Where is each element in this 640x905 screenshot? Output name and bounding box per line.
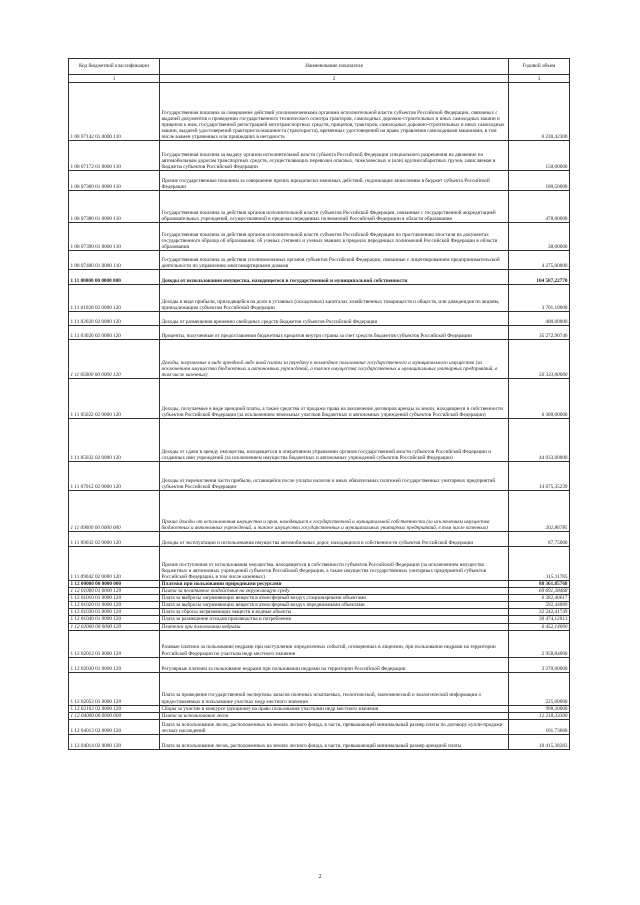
table-row [69, 672, 570, 705]
row-value: 101,73668 [509, 719, 570, 734]
row-name: Сборы за участие в конкурсе (аукционе) на право пользования участками недр местного значения [160, 705, 509, 712]
row-name: Плата за использование лесов, расположенных на землях лесного фонда, в части, превышающей минимальный размер арендной платы [160, 734, 509, 749]
table-row [69, 285, 570, 312]
table-row [69, 171, 570, 191]
row-name: Плата за использование лесов [160, 712, 509, 719]
table-row [69, 326, 570, 340]
column-number: 3 [509, 75, 570, 83]
row-name: Государственная пошлина за действия органов исполнительной власти субъектов Российской Федерации по проставлению апостиля на документах государственного образца об образовании, об ученых степенях и ученых званиях в пределах переданных полномочий Российской Федерации в области образования [160, 223, 509, 251]
table-row [69, 616, 570, 623]
row-code: 1 11 09032 02 0000 120 [69, 532, 160, 547]
row-name: Разовые платежи за пользование недрами при наступлении определенных событий, оговоренных в лицензии, при пользовании недрами на территории Российской Федерации по участкам недр местного значения [160, 630, 509, 657]
row-value: 180,50000 [509, 171, 570, 191]
row-name: Государственная пошлина за совершение действий уполномоченными органами исполнительной власти субъектов Российской Федерации, связанных с выдачей документов о проведении государственного технического осмотра тракторов, самоходных дорожно-строительных и иных самоходных машин и прицепов к ним, государственной регистрацией мототранспортных средств, прицепов, тракторов, самоходных дорожно-строительных и иных самоходных машин, выдачей удостоверений тракториста-машиниста (тракториста), временных удостоверений на право управления самоходными машинами, в том числе взамен утраченных или пришедших в негодность [160, 83, 509, 141]
row-code: 1 12 01000 01 0000 120 [69, 588, 160, 595]
table-row [69, 223, 570, 251]
table-row [69, 581, 570, 588]
row-value: 87,75000 [509, 532, 570, 547]
table-row [69, 491, 570, 532]
row-value: 2 958,84000 [509, 630, 570, 657]
table-header-row [69, 59, 570, 75]
budget-revenue-table [68, 58, 570, 750]
row-code: 1 12 02052 01 0000 120 [69, 672, 160, 705]
row-value: 50 333,00000 [509, 340, 570, 379]
table-row [69, 340, 570, 379]
row-name: Плата за сбросы загрязняющих веществ в водные объекты [160, 609, 509, 616]
row-name: Доходы, получаемые в виде арендной либо иной платы за передачу в возмездное пользование государственного и муниципального имущества (за исключением имущества бюджетных и автономных учреждений, а также имущества государственных и муниципальных унитарных предприятий, в том числе казенных) [160, 340, 509, 379]
row-code: 1 12 02102 02 0000 120 [69, 705, 160, 712]
table-row [69, 532, 570, 547]
table-row [69, 609, 570, 616]
row-code: 1 11 05000 00 0000 120 [69, 340, 160, 379]
row-value: 225,00000 [509, 672, 570, 705]
row-name: Прочие доходы от использования имущества и прав, находящихся в государственной и муниципальной собственности (за исключением имущества бюджетных и автономных учреждений, а также имущества государственных и муниципальных унитарных предприятий, в том числе казенных) [160, 491, 509, 532]
row-value: 3 701,10000 [509, 285, 570, 312]
table-row [69, 251, 570, 270]
table-row [69, 462, 570, 491]
row-code: 1 08 07142 01 0000 110 [69, 83, 160, 141]
row-value: 88 361,85768 [509, 581, 570, 588]
row-value: 150,00000 [509, 141, 570, 171]
row-value: 35 272,90746 [509, 326, 570, 340]
row-value: 478,00000 [509, 191, 570, 223]
table-row [69, 623, 570, 630]
row-value: 6 230,42300 [509, 83, 570, 141]
row-value: 3 270,00000 [509, 657, 570, 672]
row-code: 1 08 07380 01 0000 110 [69, 191, 160, 223]
row-value: 6 382,40617 [509, 595, 570, 602]
row-name: Плата за выбросы загрязняющих веществ в атмосферный воздух стационарными объектами [160, 595, 509, 602]
page-number: 2 [318, 874, 322, 880]
row-value: 32 242,41749 [509, 609, 570, 616]
row-name: Плата за выбросы загрязняющих веществ в атмосферный воздух передвижными объектами [160, 602, 509, 609]
row-value: 4 275,00000 [509, 251, 570, 270]
header-name: Наименование показателя [160, 59, 509, 75]
row-value: 30,00000 [509, 223, 570, 251]
table-row [69, 83, 570, 141]
row-code: 1 12 02012 01 0000 120 [69, 630, 160, 657]
row-code: 1 12 01040 01 0000 120 [69, 616, 160, 623]
row-value: 6 300,00000 [509, 379, 570, 419]
row-name: Плата за проведение государственной экспертизы запасов полезных ископаемых, геологической, экономической и экологической информации о предоставляемых в пользование участках недр местного значения [160, 672, 509, 705]
row-name: Проценты, полученные от предоставления бюджетных кредитов внутри страны за счет средств бюджетов субъектов Российской Федерации [160, 326, 509, 340]
row-name: Доходы от использования имущества, находящегося в государственной и муниципальной собственности [160, 270, 509, 285]
row-name: Государственная пошлина за действия уполномоченных органов субъектов Российской Федерации, связанные с лицензированием предпринимательской деятельности по управлению многоквартирными домами [160, 251, 509, 270]
table-row [69, 312, 570, 326]
row-value: 14 675,35239 [509, 462, 570, 491]
row-name: Государственная пошлина за действия органов исполнительной власти субъектов Российской Федерации, связанные с государственной аккредитацией образовательных учреждений, осуществляемой в пределах переданных полномочий Российской Федерации в области образования [160, 191, 509, 223]
table-row [69, 547, 570, 581]
row-name: Регулярные платежи за пользование недрами при пользовании недрами на территории Российской Федерации [160, 657, 509, 672]
row-code: 1 11 09042 02 0000 120 [69, 547, 160, 581]
row-code: 1 12 01030 01 0000 120 [69, 609, 160, 616]
row-code: 1 11 05022 02 0000 120 [69, 379, 160, 419]
row-code: 1 12 04014 02 0000 120 [69, 734, 160, 749]
row-value: 69 691,38468 [509, 588, 570, 595]
table-row [69, 705, 570, 712]
row-code: 1 12 02030 01 0000 120 [69, 657, 160, 672]
row-code: 1 08 07172 01 0000 110 [69, 141, 160, 171]
row-value: 104 587,22770 [509, 270, 570, 285]
row-name: Доходы от перечисления части прибыли, остающейся после уплаты налогов и иных обязательных платежей государственных унитарных предприятий субъектов Российской Федерации [160, 462, 509, 491]
row-value: 12 218,33300 [509, 712, 570, 719]
row-name: Доходы от эксплуатации и использования имущества автомобильных дорог, находящихся в собственности субъектов Российской Федерации [160, 532, 509, 547]
table-row [69, 602, 570, 609]
column-number: 2 [160, 75, 509, 83]
row-name: Государственная пошлина за выдачу органом исполнительной власти субъекта Российской Федерации специального разрешения на движение по автомобильным дорогам транспортных средств, осуществляющих перевозки опасных, тяжеловесных и (или) крупногабаритных грузов, зачисляемая в бюджеты субъектов Российской Федерации [160, 141, 509, 171]
row-value: 592,44089 [509, 602, 570, 609]
row-code: 1 08 07400 01 0000 110 [69, 251, 160, 270]
row-name: Доходы, получаемые в виде арендной платы, а также средства от продажи права на заключение договоров аренды за земли, находящиеся в собственности субъектов Российской Федерации (за исключением земельных участков бюджетных и автономных учреждений субъектов Российской Федерации) [160, 379, 509, 419]
row-value: 44 033,00000 [509, 419, 570, 462]
row-code: 1 12 04013 02 0000 120 [69, 719, 160, 734]
row-name: Платежи при пользовании природными ресурсами [160, 581, 509, 588]
table-row [69, 657, 570, 672]
row-code: 1 11 09000 00 0000 000 [69, 491, 160, 532]
row-value: 6 452,14000 [509, 623, 570, 630]
row-name: Прочие поступления от использования имущества, находящегося в собственности субъектов Российской Федерации (за исключением имущества бюджетных и автономных учреждений субъектов Российской Федерации, а также имущества государственных унитарных предприятий субъектов Российской Федерации, в том числе казенных) [160, 547, 509, 581]
table-row [69, 712, 570, 719]
row-code: 1 08 07390 01 0000 110 [69, 223, 160, 251]
header-volume: Годовой объем [509, 59, 570, 75]
row-name: Доходы от сдачи в аренду имущества, находящегося в оперативном управлении органов государственной власти субъектов Российской Федерации и созданных ими учреждений (за исключением имущества бюджетных и автономных учреждений субъектов Российской Федерации) [160, 419, 509, 462]
row-code: 1 11 02020 02 0000 120 [69, 312, 160, 326]
table-row [69, 595, 570, 602]
table-row [69, 630, 570, 657]
table-row [69, 191, 570, 223]
row-code: 1 11 07012 02 0000 120 [69, 462, 160, 491]
row-code: 1 11 05032 02 0000 120 [69, 419, 160, 462]
row-name: Доходы в виде прибыли, приходящейся на доли в уставных (складочных) капиталах хозяйственных товариществ и обществ, или дивидендов по акциям, принадлежащим субъектам Российской Федерации [160, 285, 509, 312]
row-name: Плата за негативное воздействие на окружающую среду [160, 588, 509, 595]
table-row [69, 588, 570, 595]
row-value: 998,30000 [509, 705, 570, 712]
row-value: 115,11785 [509, 547, 570, 581]
table-row [69, 270, 570, 285]
row-code: 1 08 07300 01 0000 110 [69, 171, 160, 191]
row-name: Плата за использование лесов, расположенных на землях лесного фонда, в части, превышающей минимальный размер платы по договору купли-продажи лесных насаждений [160, 719, 509, 734]
row-name: Прочие государственные пошлины за совершение прочих юридически значимых действий, подлежащие зачислению в бюджет субъекта Российской Федерации [160, 171, 509, 191]
row-value: 400,00000 [509, 312, 570, 326]
row-code: 1 12 01020 01 0000 120 [69, 602, 160, 609]
row-value: 10 415,38283 [509, 734, 570, 749]
column-numbers-row [69, 75, 570, 83]
header-code: Код бюджетной классификации [69, 59, 160, 75]
table-row [69, 379, 570, 419]
row-code: 1 12 00000 00 0000 000 [69, 581, 160, 588]
row-code: 1 11 01020 02 0000 120 [69, 285, 160, 312]
table-row [69, 419, 570, 462]
table-row [69, 734, 570, 749]
row-code: 1 12 01010 01 0000 120 [69, 595, 160, 602]
row-code: 1 11 03020 02 0000 120 [69, 326, 160, 340]
row-code: 1 12 02000 00 0000 120 [69, 623, 160, 630]
row-value: 30 474,12013 [509, 616, 570, 623]
table-row [69, 141, 570, 171]
row-name: Плата за размещение отходов производства и потребления [160, 616, 509, 623]
row-name: Доходы от размещения временно свободных средств бюджетов субъектов Российской Федерации [160, 312, 509, 326]
row-code: 1 12 04000 00 0000 000 [69, 712, 160, 719]
column-number: 1 [69, 75, 160, 83]
table-row [69, 719, 570, 734]
row-name: Платежи при пользовании недрами [160, 623, 509, 630]
row-code: 1 11 00000 00 0000 000 [69, 270, 160, 285]
row-value: 202,86785 [509, 491, 570, 532]
